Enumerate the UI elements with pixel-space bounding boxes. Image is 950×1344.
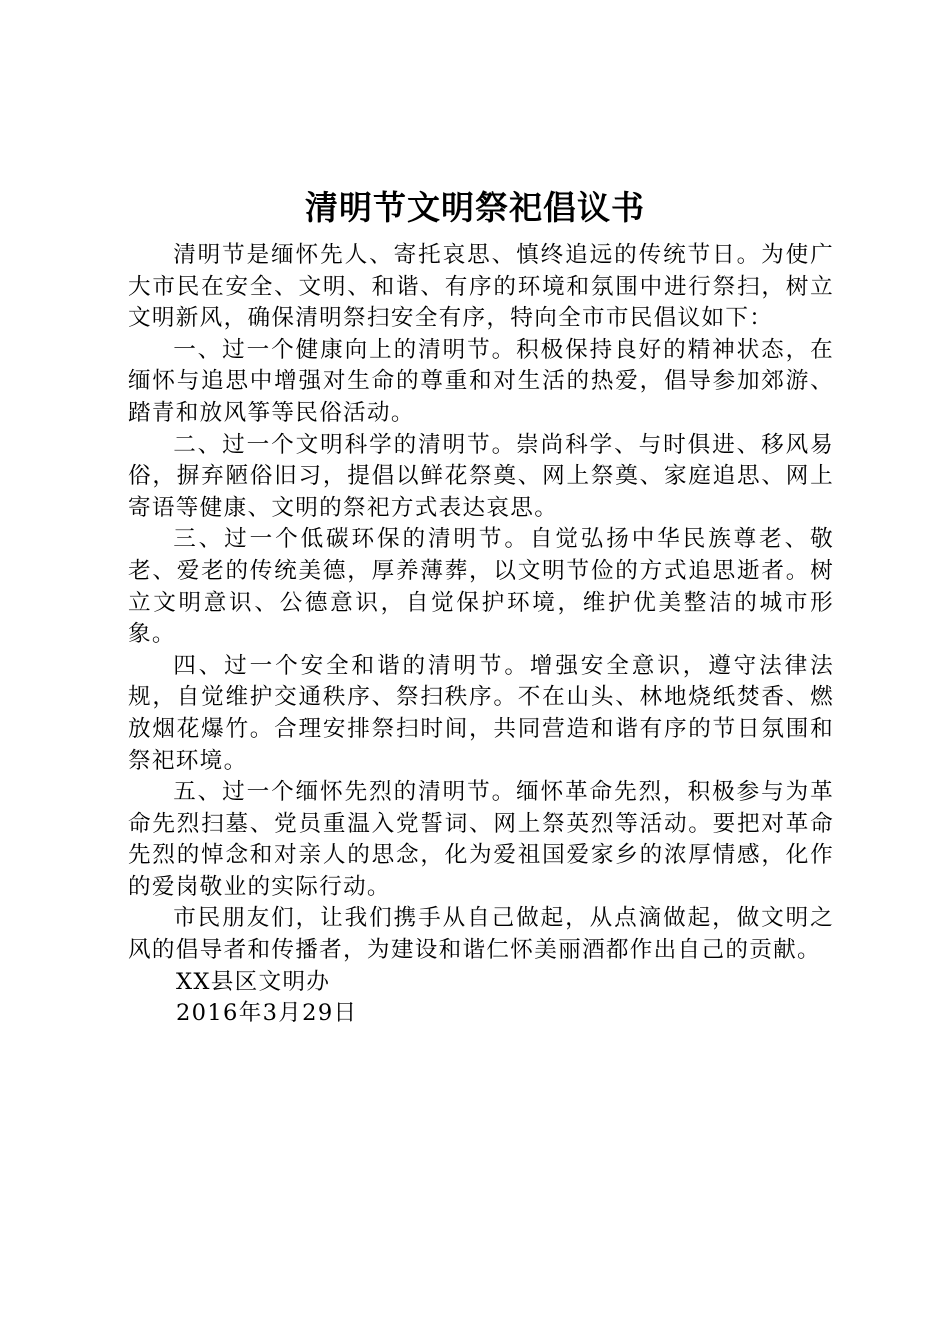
signature-organization: XX县区文明办: [176, 968, 331, 995]
proposal-paragraph-5: 五、过一个缅怀先烈的清明节。缅怀革命先烈，积极参与为革命先烈扫墓、党员重温入党誓词、网上祭英烈等活动。要把对革命先烈的悼念和对亲人的思念，化为爱祖国爱家乡的浓厚情感，化作的爱岗敬业的实际行动。: [128, 779, 834, 900]
intro-paragraph: 清明节是缅怀先人、寄托哀思、慎终追远的传统节日。为使广大市民在安全、文明、和谐、有序的环境和氛围中进行祭扫，树立文明新风，确保清明祭扫安全有序，特向全市市民倡议如下：: [128, 242, 834, 332]
signature-date: 2016年3月29日: [176, 1000, 358, 1027]
closing-paragraph: 市民朋友们，让我们携手从自己做起，从点滴做起，做文明之风的倡导者和传播者，为建设和谐仁怀美丽酒都作出自己的贡献。: [128, 905, 834, 964]
proposal-paragraph-2: 二、过一个文明科学的清明节。崇尚科学、与时俱进、移风易俗，摒弃陋俗旧习，提倡以鲜花祭奠、网上祭奠、家庭追思、网上寄语等健康、文明的祭祀方式表达哀思。: [128, 431, 834, 521]
proposal-paragraph-3: 三、过一个低碳环保的清明节。自觉弘扬中华民族尊老、敬老、爱老的传统美德，厚养薄葬，以文明节俭的方式追思逝者。树立文明意识、公德意识，自觉保护环境，维护优美整洁的城市形象。: [128, 526, 834, 648]
document-body: [128, 240, 834, 1030]
document-title: 清明节文明祭祀倡议书: [305, 188, 645, 227]
proposal-paragraph-4: 四、过一个安全和谐的清明节。增强安全意识，遵守法律法规，自觉维护交通秩序、祭扫秩序。不在山头、林地烧纸焚香、燃放烟花爆竹。合理安排祭扫时间，共同营造和谐有序的节日氛围和祭祀环境。: [128, 652, 834, 774]
proposal-paragraph-1: 一、过一个健康向上的清明节。积极保持良好的精神状态，在缅怀与追思中增强对生命的尊重和对生活的热爱，倡导参加郊游、踏青和放风筝等民俗活动。: [128, 336, 834, 426]
